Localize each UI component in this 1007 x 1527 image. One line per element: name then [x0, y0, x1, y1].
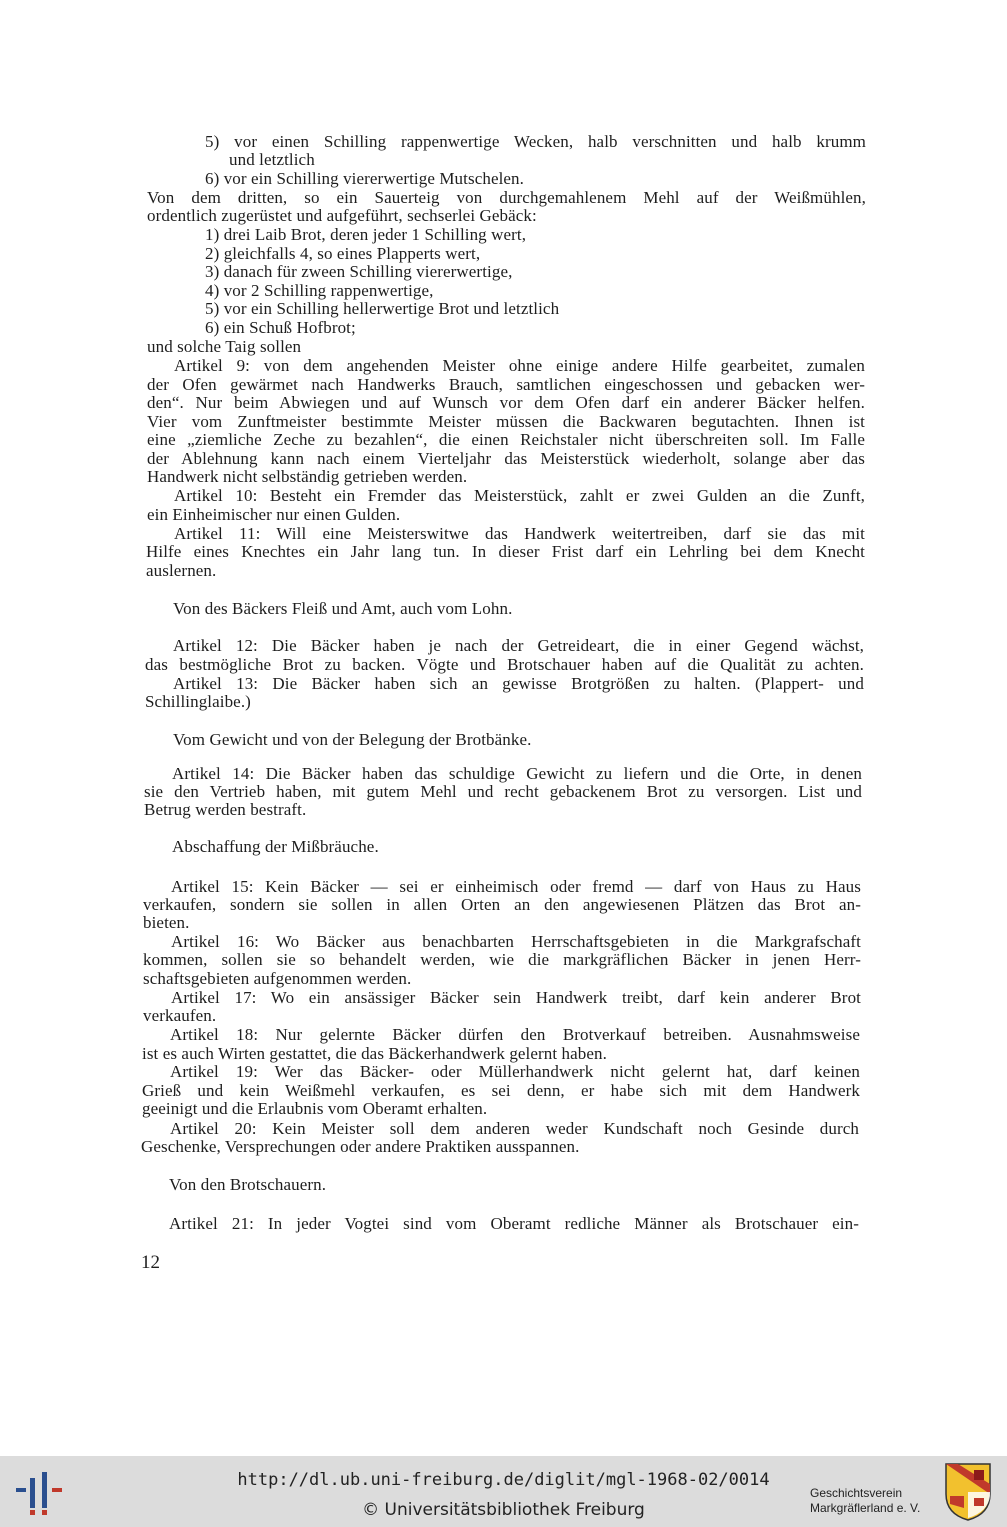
text-line: den“. Nur beim Abwiegen und auf Wunsch vor dem Ofen darf ein anderer Bäcker helfen.: [147, 394, 865, 412]
text-line: Artikel 18: Nur gelernte Bäcker dürfen den Brotverkauf betreiben. Ausnahmsweise: [170, 1026, 860, 1044]
text-line: sie den Vertrieb haben, mit gutem Mehl und recht gebackenem Brot zu versorgen. List und: [144, 783, 862, 801]
text-line: geeinigt und die Erlaubnis vom Oberamt erhalten.: [142, 1099, 488, 1118]
text-line: Artikel 15: Kein Bäcker — sei er einheimisch oder fremd — darf von Haus zu Haus: [171, 878, 861, 896]
text-line: Vier vom Zunftmeister bestimmte Meister müssen die Backwaren begutachten. Ihnen ist: [147, 413, 865, 431]
text-line: bieten.: [143, 913, 190, 932]
text-line: das bestmögliche Brot zu backen. Vögte und Brotschauer haben auf die Qualität zu achten.: [145, 656, 864, 674]
section-heading: Vom Gewicht und von der Belegung der Brotbänke.: [173, 730, 532, 749]
publisher-name-line1: Geschichtsverein: [810, 1486, 903, 1500]
text-line: 2) gleichfalls 4, so eines Plapperts wert,: [205, 244, 481, 263]
text-line: Artikel 10: Besteht ein Fremder das Meisterstück, zahlt er zwei Gulden an die Zunft,: [174, 487, 865, 505]
text-line: 6) vor ein Schilling viererwertige Mutschelen.: [205, 169, 525, 188]
section-heading: Abschaffung der Mißbräuche.: [172, 837, 379, 856]
text-line: und letztlich: [229, 150, 315, 169]
text-line: Schillinglaibe.): [145, 692, 251, 711]
text-line: Artikel 12: Die Bäcker haben je nach der Getreideart, die in einer Gegend wächst,: [173, 637, 864, 655]
text-line: Betrug werden bestraft.: [144, 800, 307, 819]
text-line: Von dem dritten, so ein Sauerteig von durchgemahlenem Mehl auf der Weißmühlen,: [147, 189, 866, 207]
text-line: ein Einheimischer nur einen Gulden.: [147, 505, 401, 524]
text-line: Artikel 11: Will eine Meisterswitwe das Handwerk weitertreiben, darf sie das mit: [174, 525, 865, 543]
text-line: verkaufen.: [143, 1006, 217, 1025]
text-line: 3) danach für zween Schilling viererwertige,: [205, 262, 513, 281]
coat-of-arms-icon: [944, 1462, 992, 1522]
text-line: ordentlich zugerüstet und aufgeführt, sechserlei Gebäck:: [147, 206, 537, 225]
text-line: 5) vor ein Schilling hellerwertige Brot und letztlich: [205, 299, 560, 318]
text-line: der Ablehnung kann nach einem Vierteljahr das Meisterstück wiederholt, solange aber das: [147, 450, 865, 468]
text-line: Artikel 20: Kein Meister soll dem anderen weder Kundschaft noch Gesinde durch: [170, 1120, 859, 1138]
text-line: kommen, sollen sie so behandelt werden, wie die markgräflichen Bäcker in jenen Herr-: [143, 951, 861, 969]
page-number: 12: [141, 1252, 160, 1273]
text-line: Geschenke, Versprechungen oder andere Praktiken ausspannen.: [141, 1137, 580, 1156]
copyright-notice: © Universitätsbibliothek Freiburg: [362, 1500, 645, 1520]
text-line: eine „ziemliche Zeche zu bezahlen“, die einen Reichstaler nicht überschreiten soll. Im Falle: [147, 431, 865, 449]
text-line: Artikel 21: In jeder Vogtei sind vom Oberamt redliche Männer als Brotschauer ein-: [169, 1215, 859, 1233]
document-url-link[interactable]: http://dl.ub.uni-freiburg.de/diglit/mgl-1968-02/0014: [237, 1470, 770, 1490]
text-line: 5) vor einen Schilling rappenwertige Wecken, halb verschnitten und halb krumm: [205, 133, 866, 151]
text-line: schaftsgebieten aufgenommen werden.: [143, 969, 412, 988]
text-line: verkaufen, sondern sie sollen in allen Orten an den angewiesenen Plätzen das Brot an-: [143, 896, 861, 914]
text-line: Grieß und kein Weißmehl verkaufen, es sei denn, er habe sich mit dem Handwerk: [142, 1082, 860, 1100]
footer-bar: [0, 1456, 1007, 1527]
text-line: der Ofen gewärmet nach Handwerks Brauch, samtlichen eingeschossen und gebacken wer-: [147, 376, 865, 394]
text-line: Artikel 16: Wo Bäcker aus benachbarten Herrschaftsgebieten in die Markgrafschaft: [171, 933, 861, 951]
text-line: Handwerk nicht selbständig getrieben werden.: [147, 467, 468, 486]
text-line: 6) ein Schuß Hofbrot;: [205, 318, 356, 337]
text-line: Hilfe eines Knechtes ein Jahr lang tun. In dieser Frist darf ein Lehrling bei dem Knecht: [146, 543, 865, 561]
section-heading: Von des Bäckers Fleiß und Amt, auch vom Lohn.: [173, 599, 513, 618]
text-line: und solche Taig sollen: [147, 337, 302, 356]
text-line: Artikel 17: Wo ein ansässiger Bäcker sein Handwerk treibt, darf kein anderer Brot: [171, 989, 861, 1007]
text-line: 1) drei Laib Brot, deren jeder 1 Schilling wert,: [205, 225, 527, 244]
section-heading: Von den Brotschauern.: [169, 1175, 327, 1194]
text-line: Artikel 14: Die Bäcker haben das schuldige Gewicht zu liefern und die Orte, in denen: [172, 765, 862, 783]
text-line: auslernen.: [146, 561, 217, 580]
text-line: 4) vor 2 Schilling rappenwertige,: [205, 281, 434, 300]
text-line: Artikel 9: von dem angehenden Meister ohne einige andere Hilfe gearbeitet, zumalen: [174, 357, 865, 375]
text-line: ist es auch Wirten gestattet, die das Bäckerhandwerk gelernt haben.: [142, 1044, 608, 1063]
publisher-name: [810, 1486, 920, 1516]
text-line: Artikel 13: Die Bäcker haben sich an gewisse Brotgrößen zu halten. (Plappert- und: [173, 675, 864, 693]
publisher-name-line2: Markgräflerland e. V.: [810, 1501, 921, 1515]
text-line: Artikel 19: Wer das Bäcker- oder Müllerhandwerk nicht gelernt hat, darf keinen: [170, 1063, 860, 1081]
